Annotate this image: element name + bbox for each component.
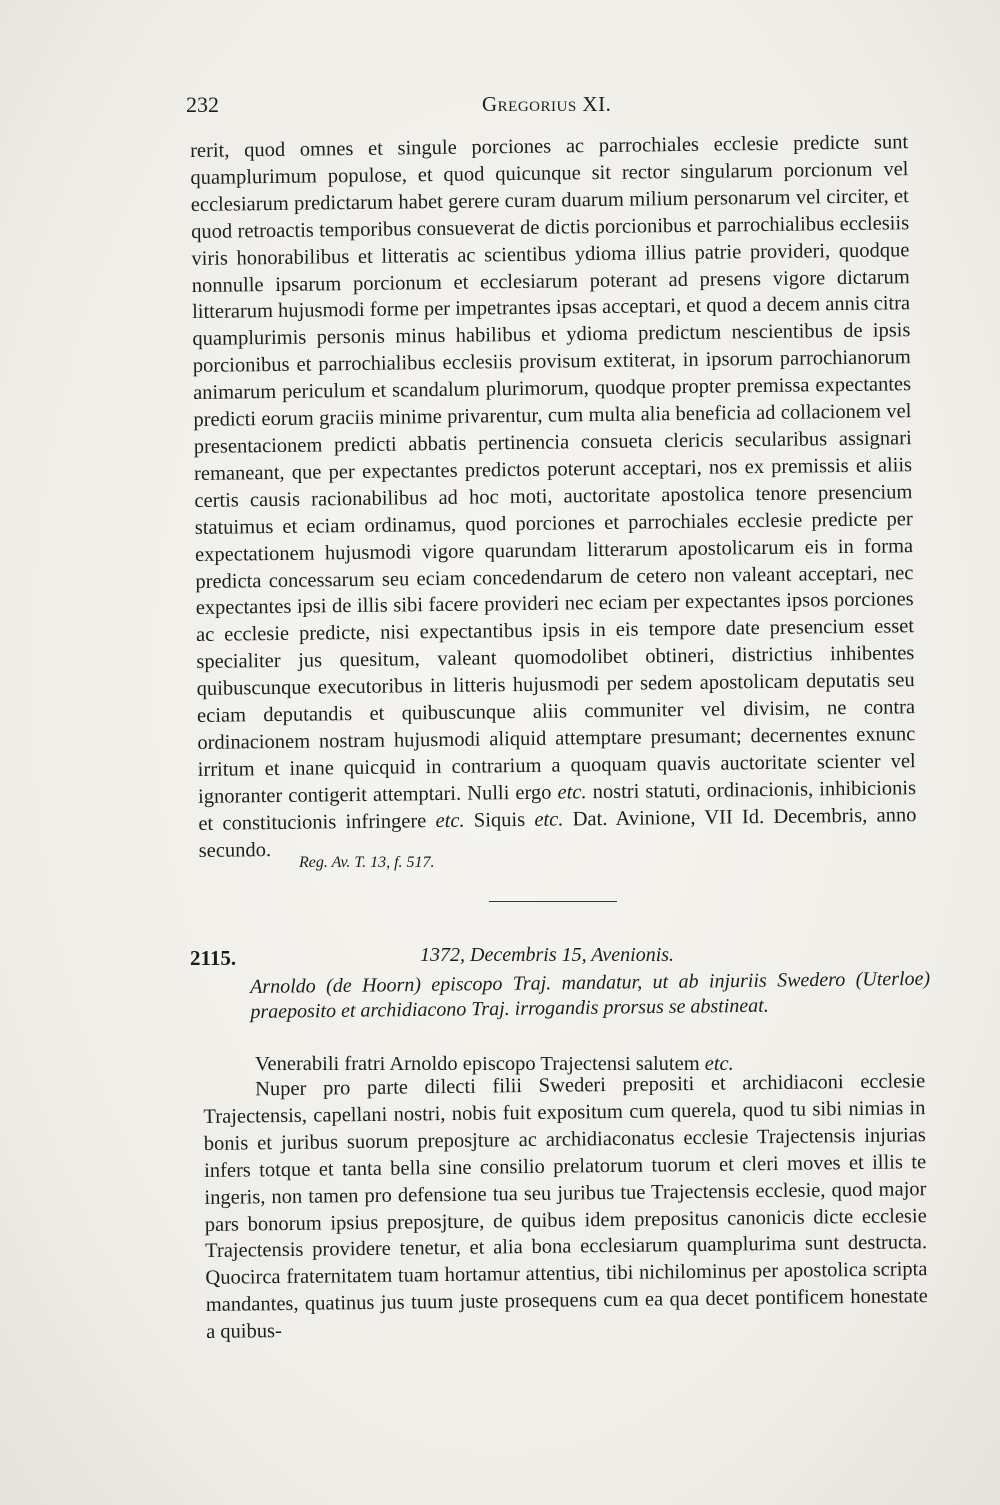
main-text-block: [190, 129, 917, 864]
document-number: 2115.: [190, 946, 237, 970]
document-date: 1372, Decembris 15, Avenionis.: [420, 944, 675, 966]
main-paragraph: [190, 129, 917, 864]
section-divider: [489, 901, 617, 902]
letter-body: Nuper pro parte dilecti filii Swederi prepositi et archidiaconi ecclesie Trajectensis, capellani nostri, nobis fuit expositum cum querela, quod tu sibi nimias in bonis et juribus suorum preposjture ac archidiaconatus ecclesie Trajectensis injurias infers totque et tanta bella sine consilio prelatorum tuorum et cleri moves et illis te ingeris, non tamen pro defensione tua seu juribus tue Trajectensis ecclesie, quod major pars bonorum ipsius preposjture, de quibus idem prepositus canonicis dicte ecclesie Trajectensis providere tenetur, et alia bona ecclesiarum quamplurima sunt destructa. Quocirca fraternitatem tuam hortamur attentius, tibi nichilominus per apostolica scripta mandantes, quatinus jus tuum juste prosequens cum ea qua decet pontificem honestate a quibus-: [203, 1070, 928, 1344]
main-text: rerit, quod omnes et singule porciones ac parrochiales ecclesie predicte sunt quamplurimum populose, et quod quicunque sit rector singularum porcionum vel ecclesiarum predictarum habet gerere curam duarum milium personarum vel circiter, et quod retroactis temporibus consueverat de dictis porcionibus et parrochialibus ecclesiis viris honorabilibus et litteratis ac scientibus ydioma illius patrie provideri, quodque nonnulle ipsarum porcionum et ecclesiarum poterant ad presens vigore dictarum litterarum hujusmodi forme per impetrantes ipsas acceptari, et quod a decem annis citra quamplurimis personis minus habilibus et ydioma predictum nescientibus de ipsis porcionibus et parrochialibus ecclesiis provisum extiterat, in ipsorum parrochianorum animarum periculum et scandalum plurimorum, quodque propter premissa expectantes predicti eorum graciis minime privarentur, cum multa alia beneficia ad collacionem vel presentacionem predicti abbatis pertinencia consueta clericis secularibus assignari remaneant, que per expectantes predictos poterunt acceptari, nos ex premissis et aliis certis causis racionabilibus ad hoc moti, auctoritate apostolica tenore presencium statuimus et eciam ordinamus, quod porciones et parrochiales ecclesie predicte per expectationem hujusmodi vigore quarundam litterarum apostolicarum eis in forma predicta concessarum seu eciam concedendarum de cetero non valeant acceptari, nec expectantes ipsi de illis sibi facere provideri nec eciam per expectantes ipsos porciones ac ecclesie predicte, nisi expectantibus ipsis in eis tempore date presencium esset specialiter jus quesitum, valeant quomodolibet obtineri, districtius inhibentes quibuscunque executoribus in litteris hujusmodi per sedem apostolicam deputatis seu eciam deputandis et quibuscunque aliis communiter vel divisim, ne contra ordinacionem nostram hujusmodi aliquid attemptare presumant; decernentes exnunc irritum et inane quicquid in contrarium a quoquam quavis auctoritate scienter vel ignoranter contigerit attemptari. Nulli ergo: [190, 131, 916, 808]
address-etc: etc.: [704, 1053, 734, 1075]
address-text: Venerabili fratri Arnoldo episcopo Trajectensi salutem: [255, 1053, 700, 1075]
etc-2: etc.: [435, 809, 465, 832]
main-text-3: Siquis: [473, 808, 526, 832]
document-regest: Arnoldo (de Hoorn) episcopo Traj. mandatur, ut ab injuriis Swedero (Uterloe) praeposito et archidiacono Traj. irrogandis prorsus se abstineat.: [250, 967, 931, 1023]
running-title: Gregorius XI.: [482, 92, 612, 116]
running-head: [186, 92, 916, 122]
page-number: 232: [186, 92, 219, 117]
dating-clause: Dat. Avinione, VII Id. Decembris, anno secundo.: [198, 803, 917, 862]
source-reference: Reg. Av. T. 13, f. 517.: [299, 854, 435, 871]
main-text-2: nostri statuti, ordinacionis, inhibicionis et constitucionis infringere: [198, 776, 917, 835]
etc-1: etc.: [557, 780, 587, 804]
etc-3: etc.: [534, 808, 564, 831]
